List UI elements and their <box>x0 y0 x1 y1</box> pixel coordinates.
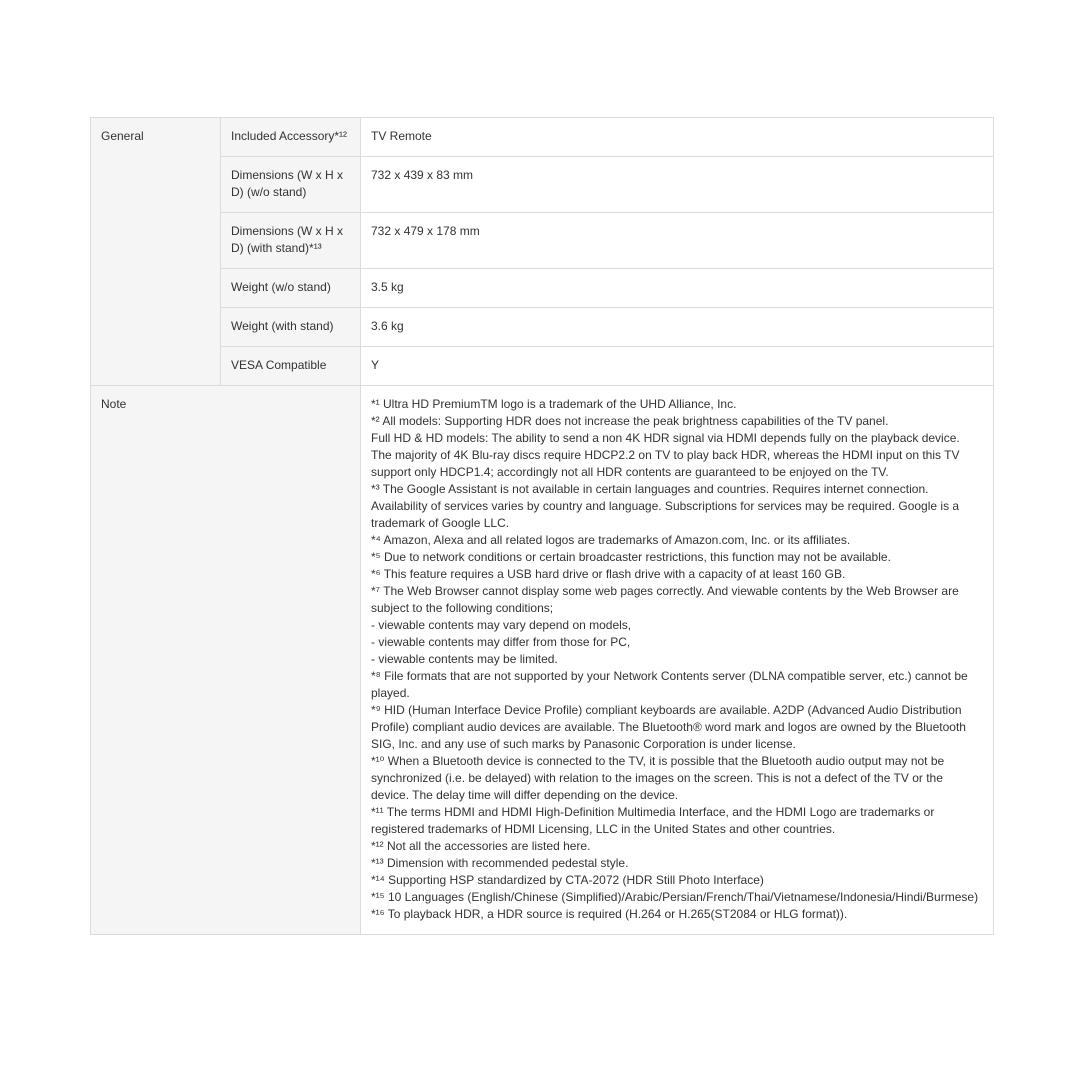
spec-label: Weight (w/o stand) <box>221 269 361 308</box>
spec-label: VESA Compatible <box>221 347 361 386</box>
note-line: - viewable contents may vary depend on models, <box>371 618 632 632</box>
note-line: *¹² Not all the accessories are listed here. <box>371 839 591 853</box>
spec-value: 3.5 kg <box>361 269 994 308</box>
note-line: *¹ Ultra HD PremiumTM logo is a trademark of the UHD Alliance, Inc. <box>371 397 737 411</box>
group-label-text: General <box>101 129 144 143</box>
spec-value: 732 x 439 x 83 mm <box>361 157 994 213</box>
table-row <box>91 347 994 386</box>
spec-value: 732 x 479 x 178 mm <box>361 213 994 269</box>
note-line: *⁵ Due to network conditions or certain broadcaster restrictions, this function may not be available. <box>371 550 891 564</box>
spec-value: 3.6 kg <box>361 308 994 347</box>
spec-label: Dimensions (W x H x D) (with stand)*¹³ <box>221 213 361 269</box>
note-line: *² All models: Supporting HDR does not increase the peak brightness capabilities of the TV panel. <box>371 414 889 428</box>
note-line: *¹³ Dimension with recommended pedestal style. <box>371 856 629 870</box>
note-content <box>361 386 994 935</box>
note-line: - viewable contents may be limited. <box>371 652 558 666</box>
note-line: The majority of 4K Blu-ray discs require HDCP2.2 on TV to play back HDR, whereas the HDMI input on this TV support only HDCP1.4; accordingly not all HDR contents are guaranteed to be enjoyed on the TV. <box>371 448 960 479</box>
table-row <box>91 213 994 269</box>
spec-label: Dimensions (W x H x D) (w/o stand) <box>221 157 361 213</box>
table-row <box>91 269 994 308</box>
spec-label: Included Accessory*¹² <box>221 118 361 157</box>
spec-value: TV Remote <box>361 118 994 157</box>
group-label-general <box>91 118 221 386</box>
note-line: *¹⁶ To playback HDR, a HDR source is required (H.264 or H.265(ST2084 or HLG format)). <box>371 907 848 921</box>
note-line: *⁸ File formats that are not supported by your Network Contents server (DLNA compatible server, etc.) cannot be played. <box>371 669 968 700</box>
note-line: *⁹ HID (Human Interface Device Profile) compliant keyboards are available. A2DP (Advanced Audio Distribution Profile) compliant audio devices are available. The Bluetooth® word mark and logos are owned by the Bluetooth SIG, Inc. and any use of such marks by Panasonic Corporation is under license. <box>371 703 966 751</box>
spec-label: Weight (with stand) <box>221 308 361 347</box>
note-line: *⁴ Amazon, Alexa and all related logos are trademarks of Amazon.com, Inc. or its affiliates. <box>371 533 851 547</box>
group-label-text: Note <box>101 397 127 411</box>
note-line: *⁷ The Web Browser cannot display some web pages correctly. And viewable contents by the Web Browser are subject to the following conditions; <box>371 584 959 615</box>
note-line: Full HD & HD models: The ability to send a non 4K HDR signal via HDMI depends fully on the playback device. <box>371 431 960 445</box>
note-line: - viewable contents may differ from those for PC, <box>371 635 631 649</box>
table-row <box>91 157 994 213</box>
table-row <box>91 308 994 347</box>
note-line: *¹⁵ 10 Languages (English/Chinese (Simplified)/Arabic/Persian/French/Thai/Vietnamese/Indonesia/Hindi/Burmese) <box>371 890 979 904</box>
table-row <box>91 118 994 157</box>
note-line: *³ The Google Assistant is not available in certain languages and countries. Requires internet connection. Availability of services varies by country and language. Subscriptions for services may be required. Google is a trademark of Google LLC. <box>371 482 960 530</box>
note-line: *¹⁴ Supporting HSP standardized by CTA-2072 (HDR Still Photo Interface) <box>371 873 764 887</box>
note-line: *⁶ This feature requires a USB hard drive or flash drive with a capacity of at least 160 GB. <box>371 567 846 581</box>
spec-value: Y <box>361 347 994 386</box>
note-line: *¹¹ The terms HDMI and HDMI High-Definition Multimedia Interface, and the HDMI Logo are trademarks or registered trademarks of HDMI Licensing, LLC in the United States and other countries. <box>371 805 935 836</box>
note-line: *¹⁰ When a Bluetooth device is connected to the TV, it is possible that the Bluetooth audio output may not be synchronized (i.e. be delayed) with relation to the images on the screen. This is not a defect of the TV or the device. The delay time will differ depending on the device. <box>371 754 945 802</box>
table-row-note <box>91 386 994 935</box>
group-label-note <box>91 386 361 935</box>
spec-table <box>90 117 994 935</box>
